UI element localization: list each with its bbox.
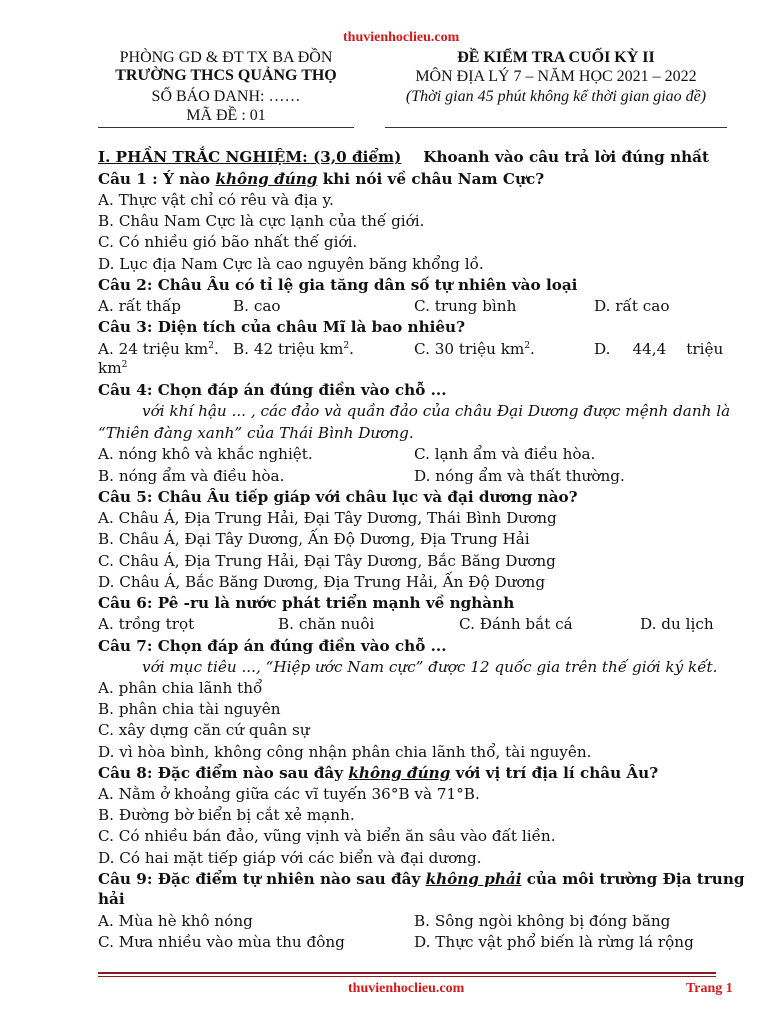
q1-option-c[interactable]: C. Có nhiều gió bão nhất thế giới. [98, 233, 358, 251]
q7-option-d[interactable]: D. vì hòa bình, không công nhận phân chia lãnh thổ, tài nguyên. [98, 743, 592, 761]
q3-option-d-unit: $km^2$ [98, 359, 128, 377]
q4-stem-line-1: với khí hậu ... , các đảo và quần đảo của châu Đại Dương được mệnh danh là [142, 402, 731, 420]
q5-option-a[interactable]: A. Châu Á, Địa Trung Hải, Đại Tây Dương, Thái Bình Dương [98, 509, 557, 527]
q7-option-a[interactable]: A. phân chia lãnh thổ [98, 679, 263, 697]
question-8: Câu 8: Đặc điểm nào sau đây không đúng với vị trí địa lí châu Âu? [98, 764, 659, 782]
q5-option-b[interactable]: B. Châu Á, Đại Tây Dương, Ấn Độ Dương, Địa Trung Hải [98, 530, 530, 548]
section-title: I. PHẦN TRẮC NGHIỆM: (3,0 điểm) Khoanh vào câu trả lời đúng nhất [98, 148, 710, 166]
question-9: Câu 9: Đặc điểm tự nhiên nào sau đây không phải của môi trường Địa trung [98, 870, 745, 888]
q6-option-c[interactable]: C. Đánh bắt cá [459, 615, 573, 633]
q4-stem-line-2: “Thiên đàng xanh” của Thái Bình Dương. [98, 424, 414, 442]
question-1: Câu 1 : Ý nào không đúng khi nói về châu Nam Cực? [98, 170, 545, 188]
header-left-rule [98, 127, 354, 128]
q3-option-b[interactable]: B. 42 triệu $km^2$. [233, 340, 354, 358]
q1-option-b[interactable]: B. Châu Nam Cực là cực lạnh của thế giới. [98, 212, 425, 230]
question-6: Câu 6: Pê -ru là nước phát triển mạnh về nghành [98, 594, 515, 612]
site-header-link[interactable]: thuvienhoclieu.com [343, 30, 460, 45]
question-3: Câu 3: Diện tích của châu Mĩ là bao nhiêu? [98, 318, 465, 336]
q6-option-a[interactable]: A. trồng trọt [98, 615, 195, 633]
q9-option-d[interactable]: D. Thực vật phổ biến là rừng lá rộng [414, 933, 694, 951]
q6-option-b[interactable]: B. chăn nuôi [278, 615, 375, 633]
q4-option-a[interactable]: A. nóng khô và khắc nghiệt. [98, 445, 313, 463]
q7-stem: với mục tiêu ..., “Hiệp ước Nam cực” được 12 quốc gia trên thế giới ký kết. [142, 658, 718, 676]
q4-option-c[interactable]: C. lạnh ẩm và điều hòa. [414, 445, 596, 463]
question-4: Câu 4: Chọn đáp án đúng điền vào chỗ ... [98, 381, 447, 399]
q9-option-b[interactable]: B. Sông ngòi không bị đóng băng [414, 912, 671, 930]
question-9-line-2: hải [98, 890, 125, 908]
q8-option-d[interactable]: D. Có hai mặt tiếp giáp với các biển và đại dương. [98, 849, 482, 867]
q9-option-a[interactable]: A. Mùa hè khô nóng [98, 912, 253, 930]
exam-code: MÃ ĐỀ : 01 [186, 107, 266, 124]
school-name: TRƯỜNG THCS QUẢNG THỌ [115, 67, 337, 84]
q7-option-b[interactable]: B. phân chia tài nguyên [98, 700, 281, 718]
q2-option-b[interactable]: B. cao [233, 297, 281, 315]
time-note: (Thời gian 45 phút không kể thời gian giao đề) [405, 88, 707, 105]
footer-rule-thin [98, 976, 716, 977]
question-7: Câu 7: Chọn đáp án đúng điền vào chỗ ... [98, 637, 447, 655]
subject-year: MÔN ĐỊA LÝ 7 – NĂM HỌC 2021 – 2022 [415, 68, 697, 85]
q3-option-c[interactable]: C. 30 triệu $km^2$. [414, 340, 535, 358]
q5-option-c[interactable]: C. Châu Á, Địa Trung Hải, Đại Tây Dương, Bắc Băng Dương [98, 552, 556, 570]
exam-title: ĐỀ KIỂM TRA CUỐI KỲ II [457, 49, 655, 66]
q2-option-c[interactable]: C. trung bình [414, 297, 517, 315]
q4-option-d[interactable]: D. nóng ẩm và thất thường. [414, 467, 625, 485]
header-right-rule [385, 127, 727, 128]
footer-rule-thick [98, 972, 716, 974]
q8-option-b[interactable]: B. Đường bờ biển bị cắt xẻ mạnh. [98, 806, 355, 824]
question-2: Câu 2: Châu Âu có tỉ lệ gia tăng dân số tự nhiên vào loại [98, 276, 578, 294]
q3-option-d[interactable]: D. 44,4 triệu [594, 340, 724, 358]
site-footer-link[interactable]: thuvienhoclieu.com [348, 981, 465, 996]
q3-option-a[interactable]: A. 24 triệu $km^2$. [98, 340, 219, 358]
q2-option-a[interactable]: A. rất thấp [98, 297, 182, 315]
q2-option-d[interactable]: D. rất cao [594, 297, 670, 315]
q4-option-b[interactable]: B. nóng ẩm và điều hòa. [98, 467, 285, 485]
q5-option-d[interactable]: D. Châu Á, Bắc Băng Dương, Địa Trung Hải, Ấn Độ Dương [98, 573, 546, 591]
q6-option-d[interactable]: D. du lịch [640, 615, 714, 633]
q1-option-d[interactable]: D. Lục địa Nam Cực là cao nguyên băng khổng lồ. [98, 255, 484, 273]
q8-option-a[interactable]: A. Nằm ở khoảng giữa các vĩ tuyến 36°B và 71°B. [98, 785, 480, 803]
q8-option-c[interactable]: C. Có nhiều bán đảo, vũng vịnh và biển ăn sâu vào đất liền. [98, 827, 556, 845]
page-number: Trang 1 [686, 981, 733, 996]
section-instruction: Khoanh vào câu trả lời đúng nhất [423, 148, 710, 166]
q1-option-a[interactable]: A. Thực vật chỉ có rêu và địa y. [98, 191, 334, 209]
q9-option-c[interactable]: C. Mưa nhiều vào mùa thu đông [98, 933, 345, 951]
candidate-number: SỐ BÁO DANH: …… [151, 88, 301, 105]
question-5: Câu 5: Châu Âu tiếp giáp với châu lục và đại dương nào? [98, 488, 578, 506]
q7-option-c[interactable]: C. xây dựng căn cứ quân sự [98, 721, 310, 739]
department-name: PHÒNG GD & ĐT TX BA ĐỒN [119, 49, 333, 66]
